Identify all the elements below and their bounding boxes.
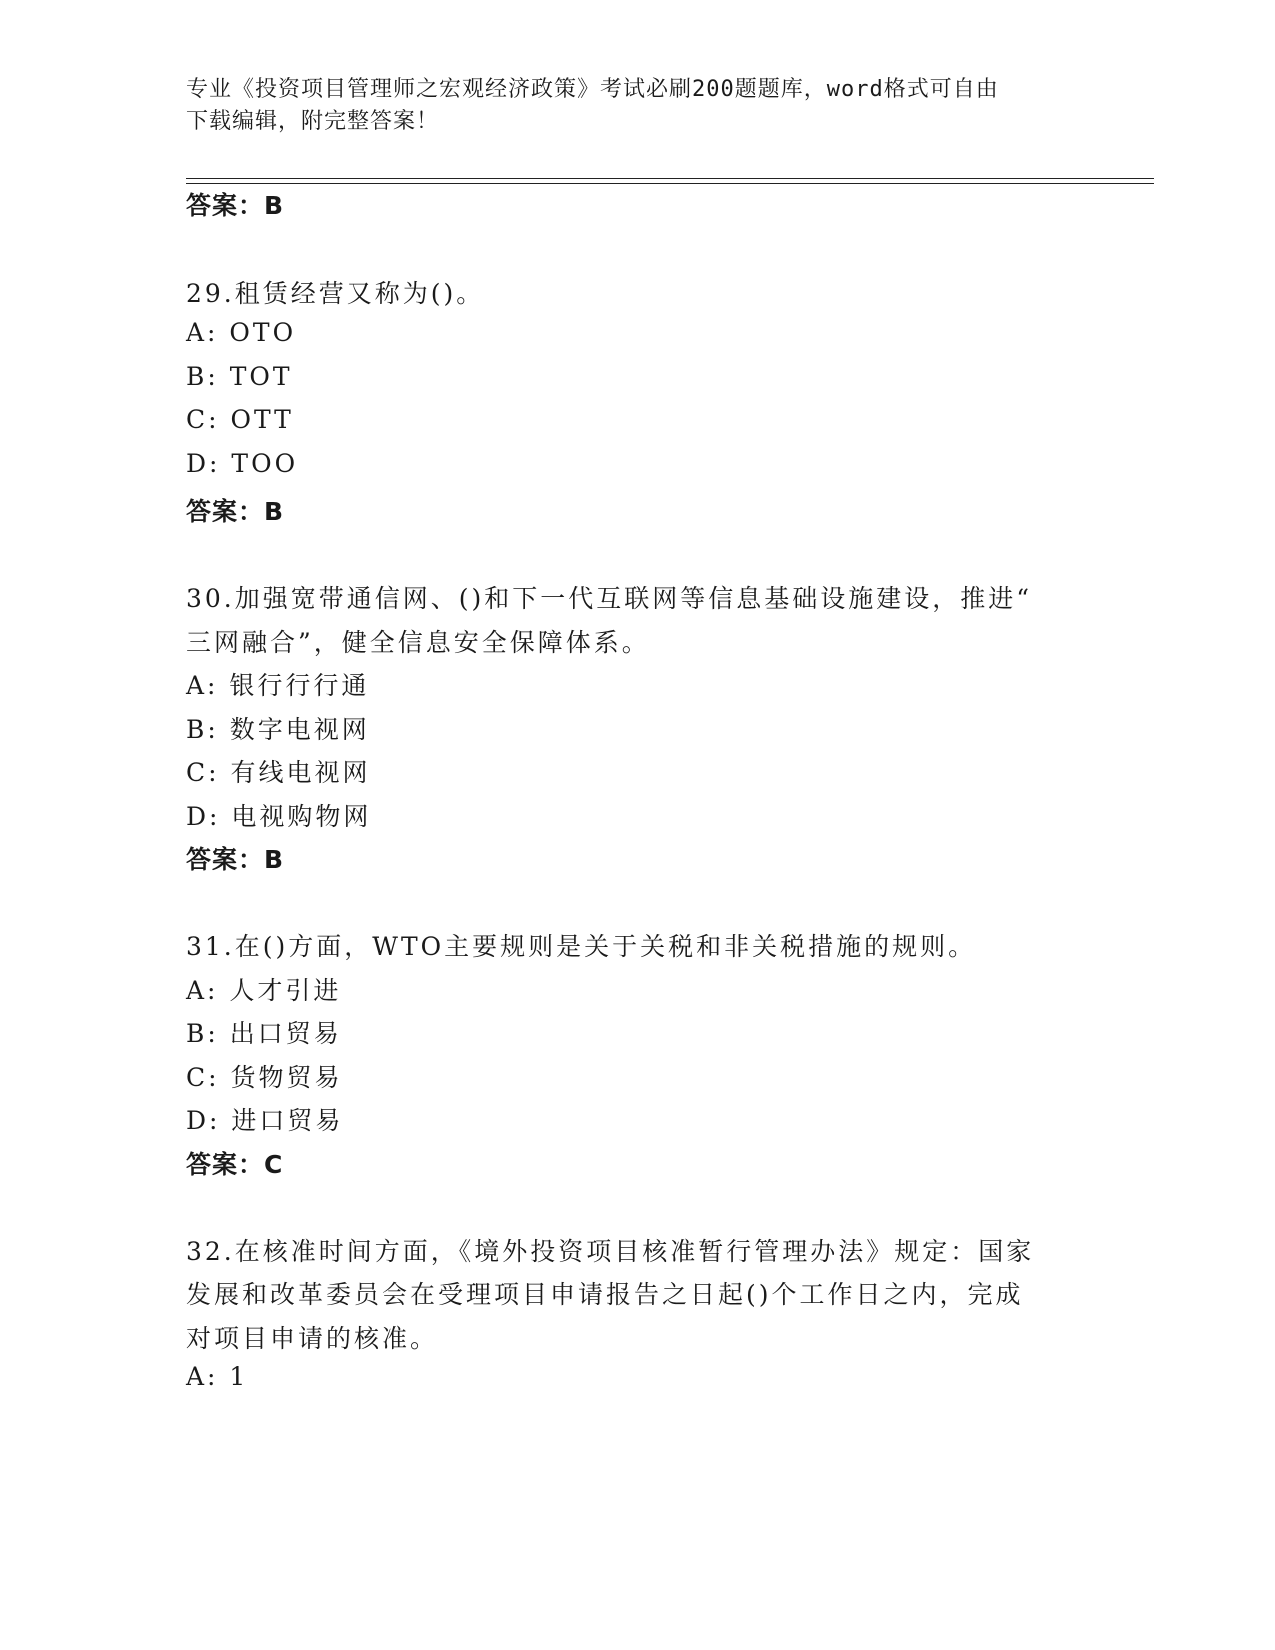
question-29-stem: 29.租赁经营又称为()。 xyxy=(186,279,485,308)
question-31-option-a: A: 人才引进 xyxy=(186,976,342,1005)
question-29-answer: 答案：B xyxy=(186,497,285,526)
question-30-answer: 答案：B xyxy=(186,845,285,874)
document-header xyxy=(186,74,1066,138)
question-30-option-a: A: 银行行行通 xyxy=(186,671,370,700)
question-32-stem-line-2: 发展和改革委员会在受理项目申请报告之日起()个工作日之内，完成 xyxy=(186,1280,1024,1309)
question-32-stem-line-1: 32.在核准时间方面，《境外投资项目核准暂行管理办法》规定：国家 xyxy=(186,1237,1035,1266)
question-29-option-c: C: OTT xyxy=(186,405,294,434)
question-29-option-a: A: OTO xyxy=(186,318,297,347)
question-30-option-d: D: 电视购物网 xyxy=(186,802,372,831)
question-29-option-d: D: TOO xyxy=(186,449,299,478)
question-32-option-a: A: 1 xyxy=(186,1362,249,1391)
header-line-2: 下载编辑，附完整答案！ xyxy=(186,109,440,134)
question-29-option-b: B: TOT xyxy=(186,362,293,391)
header-line-1: 专业《投资项目管理师之宏观经济政策》考试必刷200题题库，word格式可自由 xyxy=(186,77,999,102)
header-divider-bottom xyxy=(186,183,1154,184)
question-31-option-d: D: 进口贸易 xyxy=(186,1106,344,1135)
question-31-option-b: B: 出口贸易 xyxy=(186,1019,342,1048)
question-30-option-b: B: 数字电视网 xyxy=(186,715,370,744)
question-30-option-c: C: 有线电视网 xyxy=(186,758,371,787)
previous-answer: 答案：B xyxy=(186,191,285,220)
question-32-stem-line-3: 对项目申请的核准。 xyxy=(186,1324,439,1353)
question-31-stem: 31.在()方面，WTO主要规则是关于关税和非关税措施的规则。 xyxy=(186,932,977,961)
question-30-stem-line-1: 30.加强宽带通信网、()和下一代互联网等信息基础设施建设，推进“ xyxy=(186,584,1033,613)
question-31-answer: 答案：C xyxy=(186,1150,284,1179)
question-31-option-c: C: 货物贸易 xyxy=(186,1063,343,1092)
header-divider-top xyxy=(186,178,1154,179)
question-30-stem-line-2: 三网融合”，健全信息安全保障体系。 xyxy=(186,628,650,657)
